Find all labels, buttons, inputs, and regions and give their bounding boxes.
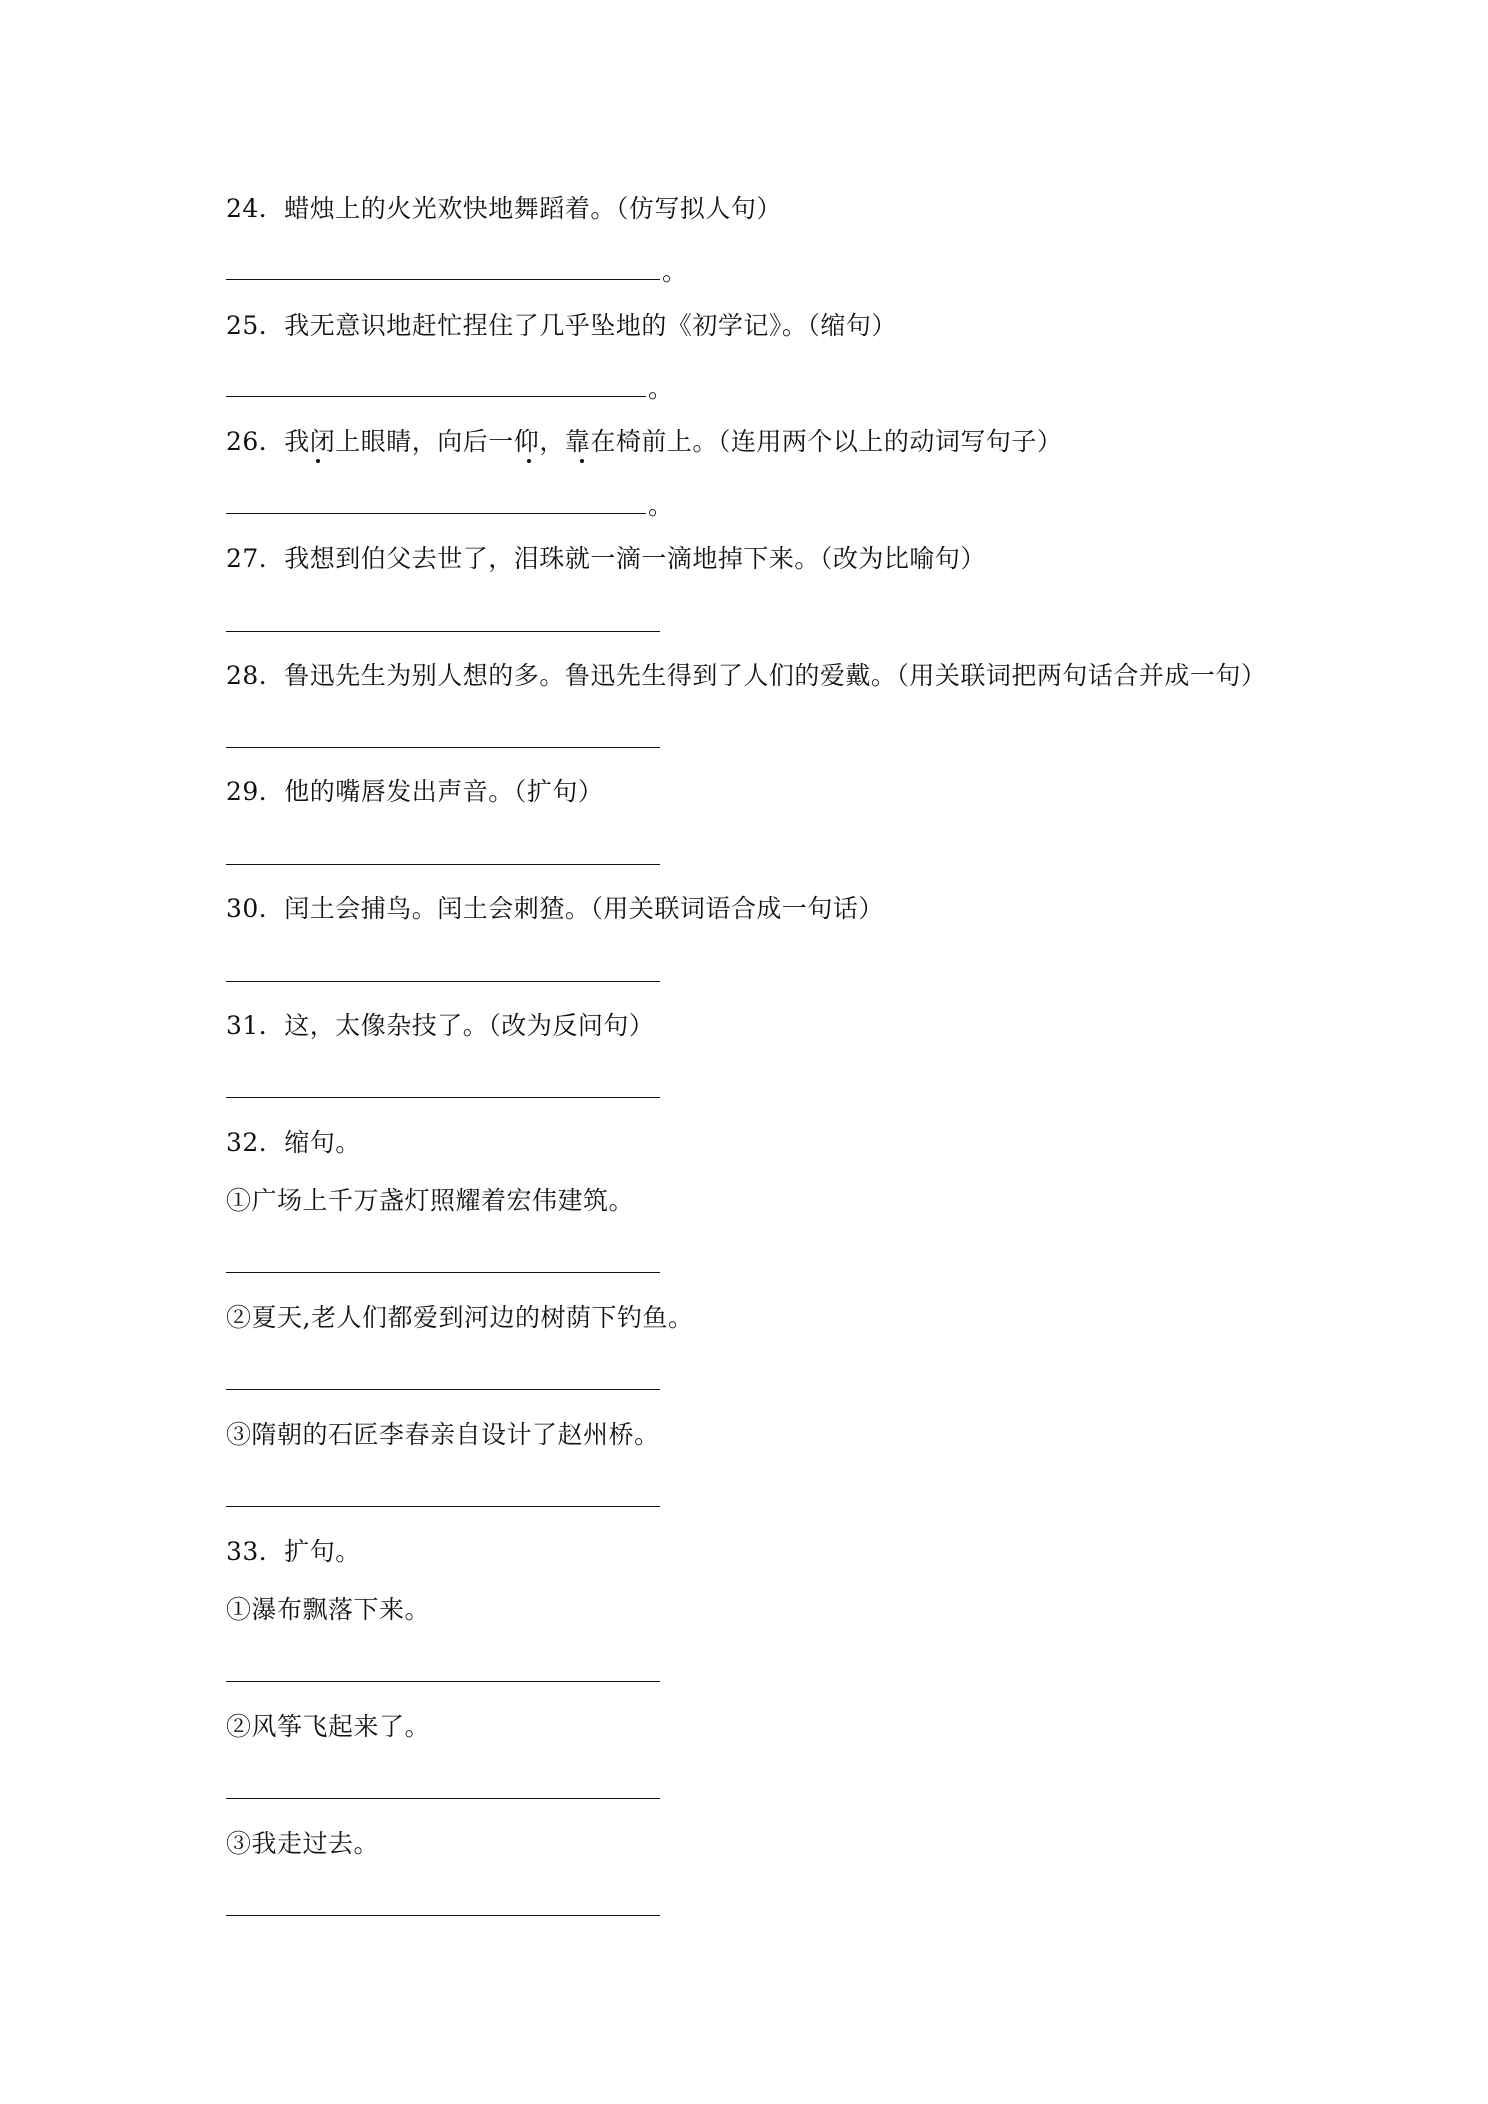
question-33-item-3: ③我走过去。 — [226, 1829, 380, 1858]
answer-line-33-2[interactable] — [226, 1798, 660, 1799]
question-29-text: 29．他的嘴唇发出声音。（扩句） — [226, 777, 604, 806]
answer-line-29[interactable] — [226, 864, 660, 865]
answer-line-28[interactable] — [226, 747, 660, 748]
question-33-item-1: ①瀑布飘落下来。 — [226, 1595, 431, 1624]
end-mark-25: 。 — [648, 374, 674, 403]
question-32-item-1: ①广场上千万盏灯照耀着宏伟建筑。 — [226, 1186, 635, 1215]
emphasis-dot-仰 — [527, 459, 531, 463]
answer-line-27[interactable] — [226, 631, 660, 632]
answer-line-25[interactable] — [226, 396, 646, 397]
answer-line-32-2[interactable] — [226, 1389, 660, 1390]
question-32-text: 32．缩句。 — [226, 1128, 361, 1157]
end-mark-24: 。 — [662, 257, 688, 286]
question-24-text: 24．蜡烛上的火光欢快地舞蹈着。（仿写拟人句） — [226, 194, 782, 223]
question-26-text: 26．我闭上眼睛，向后一仰，靠在椅前上。（连用两个以上的动词写句子） — [226, 427, 1063, 456]
answer-line-26[interactable] — [226, 513, 646, 514]
emphasis-dot-靠 — [580, 459, 584, 463]
question-32-item-2: ②夏天,老人们都爱到河边的树荫下钓鱼。 — [226, 1303, 694, 1332]
end-mark-26: 。 — [648, 491, 674, 520]
question-33-item-2: ②风筝飞起来了。 — [226, 1712, 431, 1741]
emphasis-dot-闭 — [316, 459, 320, 463]
question-27-text: 27．我想到伯父去世了，泪珠就一滴一滴地掉下来。（改为比喻句） — [226, 544, 986, 573]
answer-line-33-1[interactable] — [226, 1681, 660, 1682]
question-32-item-3: ③隋朝的石匠李春亲自设计了赵州桥。 — [226, 1420, 660, 1449]
answer-line-24[interactable] — [226, 279, 660, 280]
question-25-text: 25．我无意识地赶忙捏住了几乎坠地的《初学记》。（缩句） — [226, 311, 897, 340]
question-33-text: 33．扩句。 — [226, 1537, 361, 1566]
answer-line-32-1[interactable] — [226, 1272, 660, 1273]
question-28-text: 28．鲁迅先生为别人想的多。鲁迅先生得到了人们的爱戴。（用关联词把两句话合并成一句） — [226, 661, 1267, 690]
question-31-text: 31．这，太像杂技了。（改为反问句） — [226, 1011, 655, 1040]
question-30-text: 30．闰土会捕鸟。闰土会刺猹。（用关联词语合成一句话） — [226, 894, 884, 923]
answer-line-31[interactable] — [226, 1097, 660, 1098]
answer-line-33-3[interactable] — [226, 1915, 660, 1916]
answer-line-30[interactable] — [226, 981, 660, 982]
answer-line-32-3[interactable] — [226, 1506, 660, 1507]
